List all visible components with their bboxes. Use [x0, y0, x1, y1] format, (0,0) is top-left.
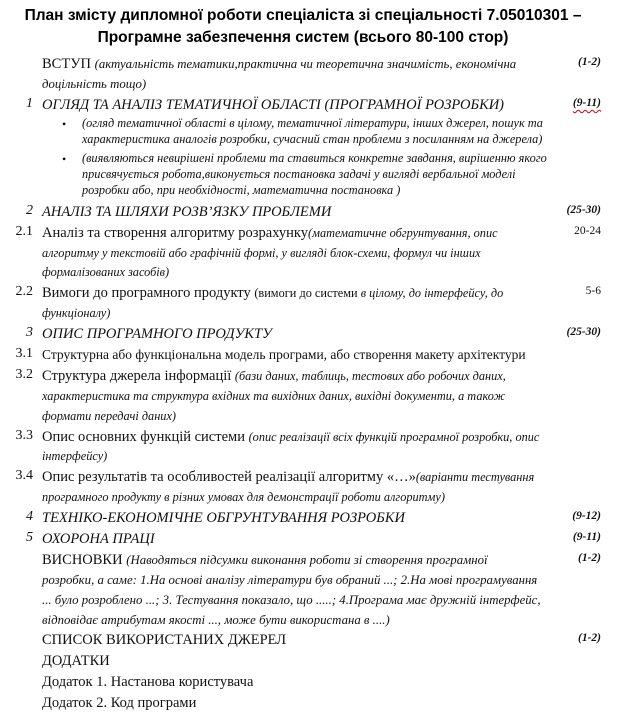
row-desc: (актуальність тематики,практична чи теоретична значимість, економічна доцільність тощо) [42, 57, 517, 91]
row-content [42, 427, 547, 467]
page-title-line1: План змісту дипломної роботи спеціаліста зі спеціальності 7.05010301 – [24, 7, 582, 24]
row-title: СПИСОК ВИКОРИСТАНИХ ДЖЕРЕЛ [42, 632, 287, 649]
row-title: ВИСНОВКИ [42, 552, 127, 569]
row-title: Вимоги до програмного продукту [42, 285, 255, 302]
row-title: Опис результатів та особливостей реалізації алгоритму «…» [42, 469, 416, 486]
row-content [42, 630, 547, 650]
row-desc: (опис реалізації всіх функцій програмної розробки, опис інтерфейсу) [42, 429, 540, 464]
row-title: Структура джерела інформації [42, 367, 235, 384]
row-pages: (9-12) [572, 510, 601, 523]
toc-row-vstup [5, 54, 601, 94]
row-number: 3.1 [15, 346, 33, 362]
row-content [42, 283, 547, 323]
row-pages: (9-11) [572, 96, 601, 109]
row-content [42, 324, 547, 344]
row-pages: 5-6 [585, 285, 601, 298]
row-number: 4 [26, 509, 33, 525]
page-title-line2: Програмне забезпечення систем (всього 80-100 стор) [97, 29, 509, 46]
row-number: 2.1 [15, 223, 33, 239]
toc-row-2-1 [5, 223, 601, 283]
toc-row-vysnovky [5, 550, 601, 629]
toc-row-dzherela [5, 630, 601, 650]
row-desc: (математичне обгрунтування, опис алгоритму у текстовій або графічній формі, у вигляді блок-схеми, формул чи інших формалізованих засобів) [42, 225, 498, 280]
row-title: ОГЛЯД ТА АНАЛІЗ ТЕМАТИЧНОЇ ОБЛАСТІ (ПРОГРАМНОЇ РОЗРОБКИ) [42, 96, 505, 113]
row-title: Структурна або функціональна модель програми, або створення макету архітектури [42, 347, 526, 363]
row-content [42, 550, 547, 629]
row-pages: (1-2) [578, 632, 601, 645]
row-pages: (1-2) [578, 552, 601, 565]
toc-bullet-2 [62, 151, 601, 199]
toc-row-3-4 [5, 467, 601, 507]
row-title: Опис основних функцій системи [42, 428, 249, 445]
row-number: 3.4 [15, 468, 33, 484]
row-pages: (25-30) [566, 326, 601, 339]
toc-row-section-2 [5, 202, 601, 222]
bullet-text: (виявляються невирішені проблеми та ставиться конкретне завдання, вирішенню якого присвячується робота,виконується постановка задачі у вигляді вербальної моделі розробки або, при необхідності, математична постановка ) [82, 150, 547, 197]
row-content [42, 345, 547, 365]
row-title: ТЕХНІКО-ЕКОНОМІЧНЕ ОБГРУНТУВАННЯ РОЗРОБКИ [42, 510, 405, 527]
row-content [42, 366, 547, 426]
toc-row-dodatok-2 [5, 693, 601, 713]
row-title: АНАЛІЗ ТА ШЛЯХИ РОЗВ’ЯЗКУ ПРОБЛЕМИ [42, 203, 332, 220]
toc-row-3-3 [5, 427, 601, 467]
row-content [42, 508, 547, 528]
row-title: Аналіз та створення алгоритму розрахунку [42, 224, 308, 241]
row-title: ДОДАТКИ [42, 653, 110, 670]
toc-row-section-1 [5, 95, 601, 115]
row-desc: (варіанти тестування програмного продукту в різних умовах для демонстрації роботи алгоритму) [42, 470, 535, 505]
toc-bullet-1 [62, 116, 601, 148]
row-content [42, 223, 547, 283]
row-pages: (9-11) [572, 531, 601, 544]
row-desc: в цілому, до інтерфейсу, до функціоналу) [42, 286, 504, 321]
row-content [42, 54, 547, 94]
row-number: 1 [26, 95, 33, 111]
row-content [42, 651, 547, 671]
toc-row-3-1 [5, 345, 601, 365]
bullet-icon: • [62, 116, 67, 131]
row-content [42, 467, 547, 507]
row-pages: (25-30) [566, 203, 601, 216]
row-number: 2 [26, 202, 33, 218]
row-pages: 20-24 [574, 224, 601, 237]
row-number: 3.3 [15, 427, 33, 443]
row-number: 3 [26, 325, 33, 341]
bullet-text: (огляд тематичної області в цілому, тематичної літератури, інших джерел, пошук та характеристика аналогів розробки, сучасний стан проблеми з посиланням на джерела) [82, 115, 543, 146]
page-title [5, 5, 601, 49]
row-number: 2.2 [15, 284, 33, 300]
row-content [42, 95, 547, 115]
row-title: ОПИС ПРОГРАМНОГО ПРОДУКТУ [42, 326, 272, 343]
toc-row-2-2 [5, 283, 601, 323]
row-title: Додаток 1. Настанова користувача [42, 674, 254, 691]
row-content [42, 202, 547, 222]
row-number: 5 [26, 530, 33, 546]
row-title: ВСТУП [42, 56, 95, 72]
toc-row-dodatok-1 [5, 672, 601, 692]
toc-row-section-3 [5, 324, 601, 344]
row-content [42, 529, 547, 549]
toc-row-3-2 [5, 366, 601, 426]
toc-row-dodatky [5, 651, 601, 671]
row-number: 3.2 [15, 366, 33, 382]
row-desc-roman: (вимоги до системи [254, 286, 361, 301]
row-content [42, 672, 547, 692]
row-title: Додаток 2. Код програми [42, 695, 197, 712]
bullet-icon: • [62, 151, 67, 166]
row-desc: (Наводяться підсумки виконання роботи зі створення програмної розробки, а саме: 1.На основі аналізу літератури був обраний ...; 2.На мові програмування ... було розроблено ...; 3. Тестування показало, що .....; 4.Програма має дружній інтерфейс, відповідає атрибутам якості ..., може бути використана в ....) [42, 553, 541, 627]
row-title: ОХОРОНА ПРАЦІ [42, 531, 155, 548]
toc-row-section-4 [5, 508, 601, 528]
row-desc: (бази даних, таблиць, тестових або робочих даних, характеристика та структура вхідних та вихідних даних, вихідні документи, а також формати передачі даних) [42, 368, 506, 423]
row-pages: (1-2) [578, 56, 601, 68]
toc-row-section-5 [5, 529, 601, 549]
row-content [42, 693, 547, 713]
